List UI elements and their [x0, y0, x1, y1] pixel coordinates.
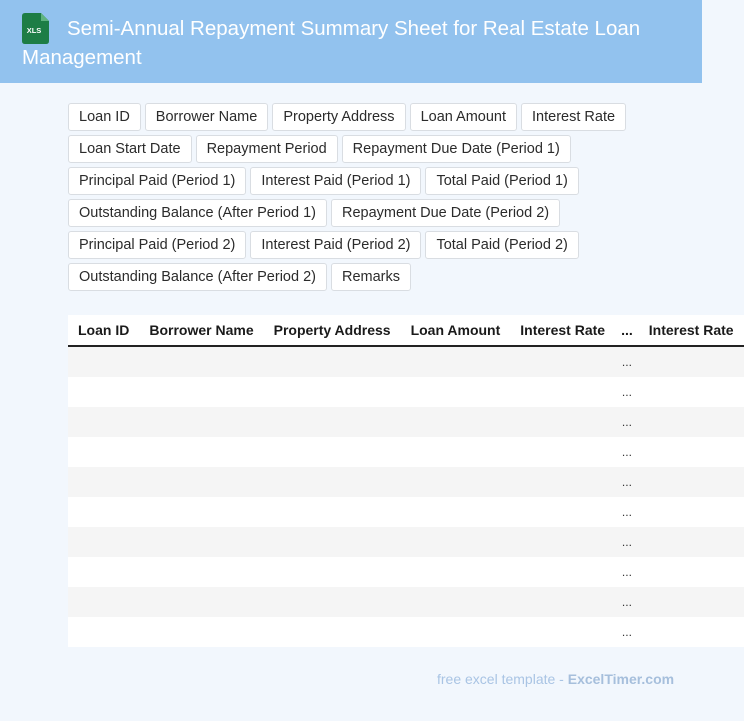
- table-cell: [639, 617, 744, 647]
- ellipsis-cell: ...: [615, 557, 639, 587]
- table-cell: [401, 617, 511, 647]
- table-row: [68, 497, 744, 527]
- table-cell: [401, 527, 511, 557]
- ellipsis-cell: ...: [615, 497, 639, 527]
- table-row: [68, 527, 744, 557]
- table-cell: [139, 407, 263, 437]
- ellipsis-cell: ...: [615, 617, 639, 647]
- table-cell: [639, 467, 744, 497]
- field-tag: Interest Paid (Period 2): [250, 231, 421, 259]
- table-cell: [510, 557, 615, 587]
- table-cell: [68, 437, 139, 467]
- column-ellipsis-header: ...: [615, 315, 639, 346]
- field-tag: Total Paid (Period 1): [425, 167, 578, 195]
- field-tag: Outstanding Balance (After Period 1): [68, 199, 327, 227]
- ellipsis-cell: ...: [615, 346, 639, 377]
- footer-text: free excel template -: [437, 671, 568, 687]
- footer-brand-link[interactable]: ExcelTimer.com: [567, 671, 675, 687]
- ellipsis-cell: ...: [615, 527, 639, 557]
- table-cell: [264, 346, 401, 377]
- field-tag: Property Address: [272, 103, 405, 131]
- field-tag: Total Paid (Period 2): [425, 231, 578, 259]
- field-tag: Loan ID: [68, 103, 141, 131]
- table-cell: [139, 587, 263, 617]
- column-header: Loan ID: [68, 315, 139, 346]
- field-tag: Remarks: [331, 263, 411, 291]
- table-cell: [139, 467, 263, 497]
- column-header: Interest Rate: [510, 315, 615, 346]
- table-cell: [401, 437, 511, 467]
- table-cell: [68, 587, 139, 617]
- column-header: Property Address: [264, 315, 401, 346]
- table-row: [68, 437, 744, 467]
- table-cell: [68, 346, 139, 377]
- table-cell: [68, 497, 139, 527]
- table-cell: [139, 557, 263, 587]
- data-table-container[interactable]: [68, 315, 734, 646]
- ellipsis-cell: ...: [615, 377, 639, 407]
- table-cell: [401, 557, 511, 587]
- column-header: Interest Rate: [639, 315, 744, 346]
- table-cell: [264, 377, 401, 407]
- table-cell: [510, 437, 615, 467]
- page-title: Semi-Annual Repayment Summary Sheet for Real Estate Loan Management: [22, 17, 641, 69]
- table-cell: [264, 617, 401, 647]
- table-cell: [401, 467, 511, 497]
- table-row: [68, 467, 744, 497]
- ellipsis-cell: ...: [615, 467, 639, 497]
- table-cell: [401, 346, 511, 377]
- table-cell: [510, 617, 615, 647]
- table-row: [68, 407, 744, 437]
- field-tag: Interest Paid (Period 1): [250, 167, 421, 195]
- table-cell: [639, 346, 744, 377]
- table-cell: [510, 497, 615, 527]
- table-cell: [68, 527, 139, 557]
- svg-text:XLS: XLS: [26, 26, 42, 35]
- field-tag: Principal Paid (Period 1): [68, 167, 246, 195]
- table-cell: [510, 467, 615, 497]
- field-tag: Repayment Due Date (Period 1): [342, 135, 571, 163]
- table-cell: [510, 587, 615, 617]
- field-tag: Outstanding Balance (After Period 2): [68, 263, 327, 291]
- table-cell: [264, 467, 401, 497]
- ellipsis-cell: ...: [615, 437, 639, 467]
- data-table: [68, 315, 744, 647]
- table-cell: [139, 377, 263, 407]
- table-cell: [639, 587, 744, 617]
- table-cell: [68, 407, 139, 437]
- table-cell: [510, 527, 615, 557]
- table-cell: [68, 617, 139, 647]
- field-tag-list: [68, 103, 658, 291]
- table-row: [68, 346, 744, 377]
- table-cell: [510, 377, 615, 407]
- table-row: [68, 587, 744, 617]
- page-header: [0, 0, 702, 83]
- field-tag: Loan Amount: [410, 103, 517, 131]
- table-cell: [68, 557, 139, 587]
- table-cell: [639, 407, 744, 437]
- table-cell: [401, 587, 511, 617]
- table-cell: [139, 497, 263, 527]
- table-cell: [401, 407, 511, 437]
- table-cell: [139, 617, 263, 647]
- table-cell: [68, 467, 139, 497]
- field-tag: Repayment Due Date (Period 2): [331, 199, 560, 227]
- table-cell: [639, 557, 744, 587]
- table-body: [68, 346, 744, 647]
- column-header: Loan Amount: [401, 315, 511, 346]
- column-header: Borrower Name: [139, 315, 263, 346]
- table-row: [68, 377, 744, 407]
- table-cell: [639, 377, 744, 407]
- table-cell: [639, 437, 744, 467]
- table-cell: [264, 557, 401, 587]
- table-row: [68, 617, 744, 647]
- table-header-row: [68, 315, 744, 346]
- footer-credit: [437, 671, 674, 687]
- table-cell: [139, 527, 263, 557]
- field-tag: Principal Paid (Period 2): [68, 231, 246, 259]
- table-cell: [264, 527, 401, 557]
- ellipsis-cell: ...: [615, 587, 639, 617]
- table-cell: [264, 437, 401, 467]
- table-cell: [401, 497, 511, 527]
- ellipsis-cell: ...: [615, 407, 639, 437]
- field-tag: Loan Start Date: [68, 135, 192, 163]
- table-row: [68, 557, 744, 587]
- field-tag: Interest Rate: [521, 103, 626, 131]
- field-tag: Borrower Name: [145, 103, 269, 131]
- table-cell: [639, 527, 744, 557]
- table-cell: [510, 407, 615, 437]
- table-cell: [401, 377, 511, 407]
- table-cell: [139, 346, 263, 377]
- table-cell: [264, 587, 401, 617]
- table-cell: [139, 437, 263, 467]
- table-cell: [639, 497, 744, 527]
- table-cell: [264, 407, 401, 437]
- table-cell: [510, 346, 615, 377]
- field-tag: Repayment Period: [196, 135, 338, 163]
- table-cell: [68, 377, 139, 407]
- table-cell: [264, 497, 401, 527]
